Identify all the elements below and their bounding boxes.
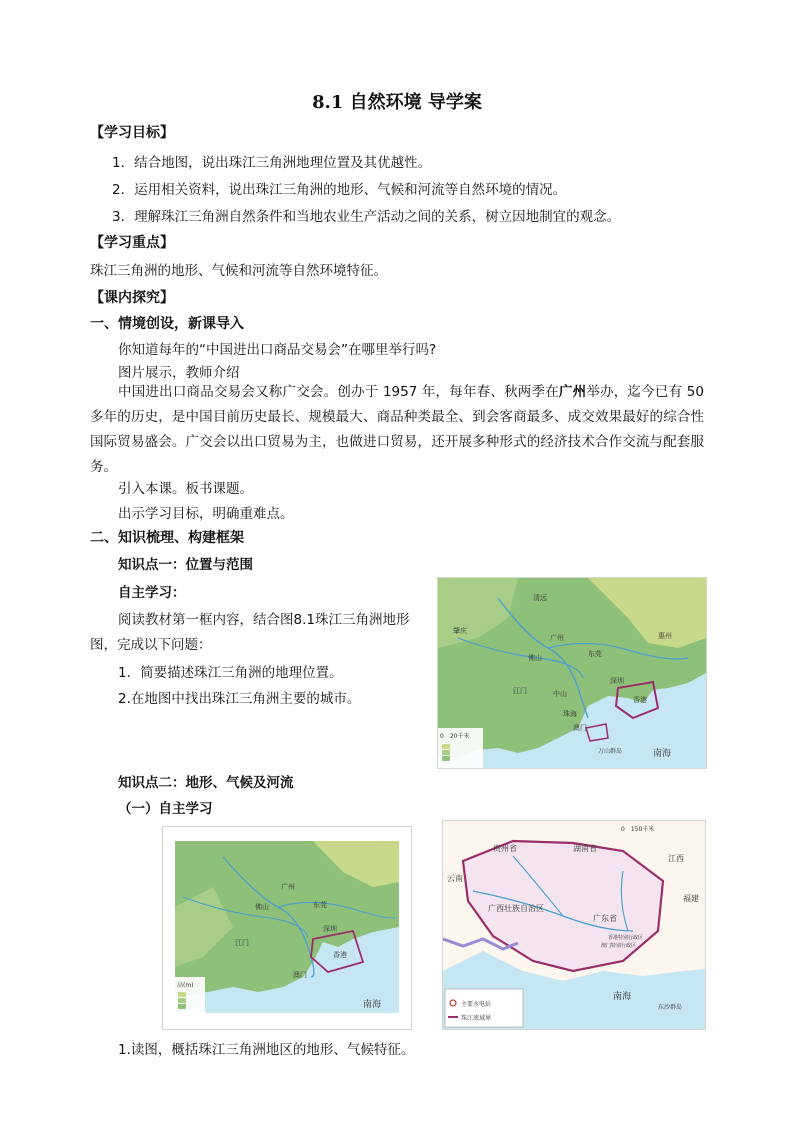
map1-scale: 0 20千米 xyxy=(440,733,470,740)
question-3: 1.读图，概括珠江三角洲地区的地形、气候特征。 xyxy=(118,1042,415,1058)
map2-label-dongguan: 东莞 xyxy=(313,901,327,909)
question-2: 2.在地图中找出珠江三角洲主要的城市。 xyxy=(118,691,361,707)
map3-legend-basin-boundary: 珠江流域界 xyxy=(461,1015,492,1022)
map3-label-guangdong: 广东省 xyxy=(593,914,617,923)
map1-label-zhuhai: 珠海 xyxy=(563,710,577,718)
map1-label-qingyuan: 清远 xyxy=(533,594,547,602)
map2-label-hongkong: 香港 xyxy=(333,951,347,959)
map1-label-zhaoqing: 肇庆 xyxy=(453,627,467,635)
map3-label-hk-sar: 香港特别行政区 xyxy=(608,935,644,941)
map3-label-dongsha: 东沙群岛 xyxy=(658,1004,683,1011)
map3-label-jiangxi: 江西 xyxy=(668,854,684,863)
sub-self-study: （一）自主学习 xyxy=(118,801,213,817)
map2-legend-title: 高(m) xyxy=(177,982,194,989)
part1-heading: 一、情境创设，新课导入 xyxy=(90,316,244,332)
question-1: 1．简要描述珠江三角洲的地理位置。 xyxy=(118,665,343,681)
map3-label-hunan: 湖南省 xyxy=(573,844,597,853)
map2-label-jiangmen: 江门 xyxy=(235,939,249,947)
goal-1: 1．结合地图，说出珠江三角洲地理位置及其优越性。 xyxy=(112,155,432,171)
map1-label-jiangmen: 江门 xyxy=(513,687,527,695)
map2-label-south-sea: 南海 xyxy=(363,1000,382,1010)
map1-label-foshan: 佛山 xyxy=(528,654,542,662)
map1-label-south-sea: 南海 xyxy=(653,749,672,759)
self-study-label: 自主学习： xyxy=(118,585,186,601)
map3-label-fujian: 福建 xyxy=(683,894,699,903)
map1-label-huizhou: 惠州 xyxy=(658,632,672,640)
map1-label-zhongshan: 中山 xyxy=(553,690,567,698)
map2-label-shenzhen: 深圳 xyxy=(323,925,337,933)
page-title: 8.1 自然环境 导学案 xyxy=(312,92,482,113)
kp1-instruction-2: 图，完成以下问题： xyxy=(90,637,212,653)
paragraph-part-2: 举办，迄今已有 50 多年的历史，是中国目前历史最长、规模最大、商品种类最全、到会客商最多、成交效果最好的综合性国际贸易盛会。广交会以出口贸易为主，也做进口贸易，还开展多种形式的经济技术合作交流与配套服务。 xyxy=(90,384,704,475)
map3-label-guangxi: 广西壮族自治区 xyxy=(488,904,544,913)
goal-3: 3．理解珠江三角洲自然条件和当地农业生产活动之间的关系，树立因地制宜的观念。 xyxy=(112,209,621,225)
goal-2: 2．运用相关资料，说出珠江三角洲的地形、气候和河流等自然环境的情况。 xyxy=(112,182,567,198)
pearl-river-basin-map xyxy=(442,820,706,1030)
paragraph-part-1: 中国进出口商品交易会又称广交会。创办于 1957 年，每年春、秋两季在 xyxy=(118,384,559,400)
prd-elevation-map xyxy=(162,826,412,1030)
map3-label-south-sea: 南海 xyxy=(613,992,632,1002)
city-guangzhou: 广州 xyxy=(558,384,587,400)
intro-question: 你知道每年的“中国进出口商品交易会”在哪里举行吗? xyxy=(118,342,437,358)
map1-label-macau: 澳门 xyxy=(573,724,587,732)
map1-label-shenzhen: 深圳 xyxy=(610,677,624,685)
focus-text: 珠江三角洲的地形、气候和河流等自然环境特征。 xyxy=(90,263,387,279)
map3-label-macau-sar: 澳门特别行政区 xyxy=(601,943,637,949)
intro-picture-note: 图片展示，教师介绍 xyxy=(118,365,240,381)
map1-label-dongguan: 东莞 xyxy=(588,650,602,658)
map1-label-guangzhou: 广州 xyxy=(550,634,564,642)
canton-fair-paragraph xyxy=(90,380,704,480)
explore-heading: 【课内探究】 xyxy=(90,290,174,306)
map3-legend-hydropower: 主要水电站 xyxy=(461,1001,492,1008)
map3-scale: 0 150千米 xyxy=(621,826,655,833)
map3-label-yunnan: 云南 xyxy=(447,874,463,883)
map3-label-guizhou: 贵州省 xyxy=(493,844,517,853)
goals-heading: 【学习目标】 xyxy=(90,125,174,141)
lesson-intro: 引入本课。板书课题。 xyxy=(118,481,253,497)
knowledge-point-1: 知识点一：位置与范围 xyxy=(118,557,253,573)
map2-label-macau: 澳门 xyxy=(293,971,307,979)
map1-label-wanshan: 万山群岛 xyxy=(598,748,623,755)
kp1-instruction-1: 阅读教材第一框内容，结合图8.1珠江三角洲地形 xyxy=(118,612,410,628)
knowledge-point-2: 知识点二：地形、气候及河流 xyxy=(118,775,294,791)
prd-topographic-map xyxy=(437,577,707,769)
part2-heading: 二、知识梳理、构建框架 xyxy=(90,530,244,546)
map2-label-guangzhou: 广州 xyxy=(281,883,295,891)
focus-heading: 【学习重点】 xyxy=(90,235,174,251)
show-goals: 出示学习目标，明确重难点。 xyxy=(118,506,294,522)
map1-label-hongkong: 香港 xyxy=(633,696,647,704)
map2-label-foshan: 佛山 xyxy=(255,903,269,911)
